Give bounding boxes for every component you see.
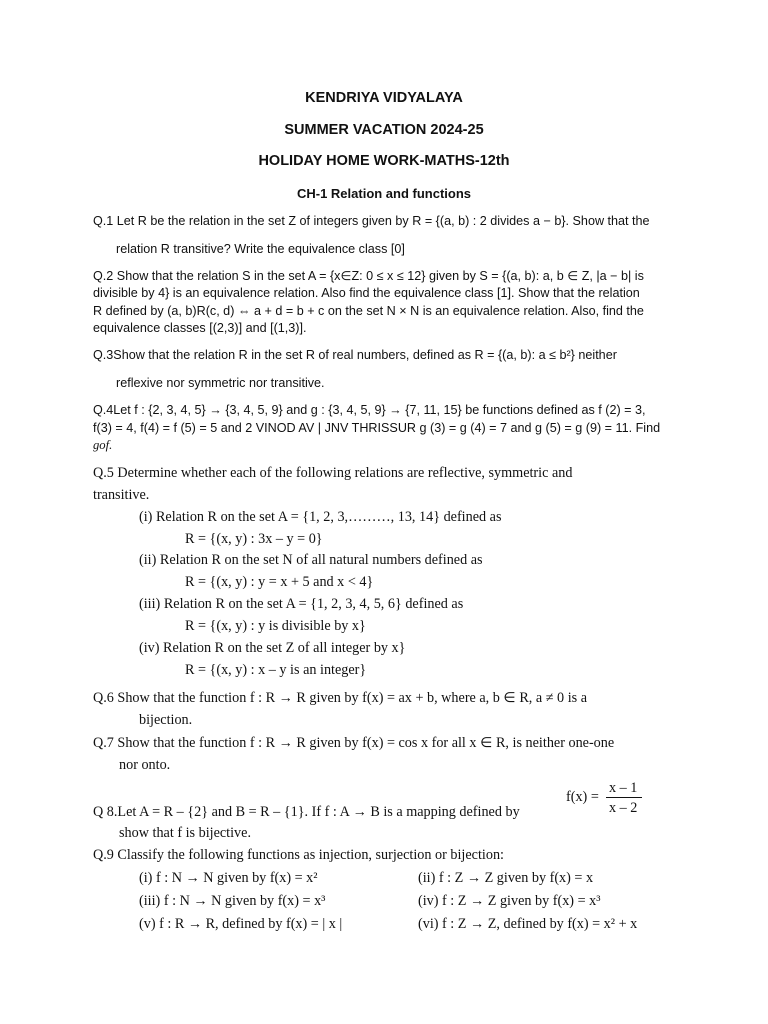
fraction-denominator: x – 2 (609, 800, 638, 816)
question-7-line-2: nor onto. (119, 757, 171, 773)
question-5-line-2: transitive. (93, 487, 150, 503)
question-3-line-2: reflexive nor symmetric nor transitive. (116, 376, 325, 390)
page-title: HOLIDAY HOME WORK-MATHS-12th (258, 153, 510, 169)
question-5-part-i: (i) Relation R on the set A = {1, 2, 3,………, 13, 14} defined as (139, 509, 502, 525)
question-9-part-vi: (vi) f : Z → Z, defined by f(x) = x² + x (418, 916, 638, 932)
fraction-lhs: f(x) = (566, 789, 599, 805)
question-9-part-v: (v) f : R → R, defined by f(x) = | x | (139, 916, 343, 932)
question-7-line-1: Q.7 Show that the function f : R → R given by f(x) = cos x for all x ∈ R, is neither one-one (93, 735, 615, 751)
question-5-line-1: Q.5 Determine whether each of the following relations are reflective, symmetric and (93, 465, 573, 481)
question-4-line-3: gof. (93, 438, 113, 452)
question-4-line-1: Q.4Let f : {2, 3, 4, 5} → {3, 4, 5, 9} and g : {3, 4, 5, 9} → {7, 11, 15} be functions defined as f (2) = 3, (93, 403, 646, 417)
question-8-function-fraction (566, 780, 646, 820)
question-5-part-iii-relation: R = {(x, y) : y is divisible by x} (185, 618, 366, 634)
question-1-line-2: relation R transitive? Write the equivalence class [0] (116, 242, 405, 256)
question-5-part-i-relation: R = {(x, y) : 3x – y = 0} (185, 531, 323, 547)
question-2-line-4: equivalence classes [(2,3)] and [(1,3)]. (93, 321, 307, 335)
session-title: SUMMER VACATION 2024-25 (284, 122, 484, 138)
question-9-line-1: Q.9 Classify the following functions as injection, surjection or bijection: (93, 847, 504, 863)
question-2-line-1: Q.2 Show that the relation S in the set A = {x∈Z: 0 ≤ x ≤ 12} given by S = {(a, b): a, b ∈ Z, |a − b| is (93, 269, 644, 283)
question-9-part-ii: (ii) f : Z → Z given by f(x) = x (418, 870, 594, 886)
question-2-line-2: divisible by 4} is an equivalence relation. Also find the equivalence class [1]. Show that the relation (93, 286, 640, 300)
question-6-line-1: Q.6 Show that the function f : R → R given by f(x) = ax + b, where a, b ∈ R, a ≠ 0 is a (93, 690, 588, 706)
question-9-part-i: (i) f : N → N given by f(x) = x² (139, 870, 318, 886)
question-9-part-iv: (iv) f : Z → Z given by f(x) = x³ (418, 893, 601, 909)
question-2-line-3: R defined by (a, b)R(c, d) ⇔ a + d = b + c on the set N × N is an equivalence relation. Also, find the (93, 304, 644, 318)
question-5-part-iii: (iii) Relation R on the set A = {1, 2, 3, 4, 5, 6} defined as (139, 596, 464, 612)
school-name: KENDRIYA VIDYALAYA (305, 90, 463, 106)
question-4-line-2: f(3) = 4, f(4) = f (5) = 5 and 2 VINOD AV | JNV THRISSUR g (3) = g (4) = 7 and g (5) = g (9) = 11. Find (93, 421, 661, 435)
question-9-part-iii: (iii) f : N → N given by f(x) = x³ (139, 893, 326, 909)
question-8-line-1: Q 8.Let A = R – {2} and B = R – {1}. If f : A → B is a mapping defined by (93, 804, 520, 820)
fraction-numerator: x – 1 (609, 780, 638, 796)
question-5-part-iv-relation: R = {(x, y) : x – y is an integer} (185, 662, 367, 678)
question-6-line-2: bijection. (139, 712, 193, 728)
fraction-bar (606, 797, 642, 798)
question-5-part-ii: (ii) Relation R on the set N of all natural numbers defined as (139, 552, 483, 568)
chapter-title: CH-1 Relation and functions (296, 186, 472, 201)
question-8-line-2: show that f is bijective. (119, 825, 251, 841)
question-5-part-ii-relation: R = {(x, y) : y = x + 5 and x < 4} (185, 574, 374, 590)
question-1-line-1: Q.1 Let R be the relation in the set Z of integers given by R = {(a, b) : 2 divides a − b}. Show that the (93, 214, 650, 228)
question-5-part-iv: (iv) Relation R on the set Z of all integer by x} (139, 640, 406, 656)
question-3-line-1: Q.3Show that the relation R in the set R of real numbers, defined as R = {(a, b): a ≤ b²} neither (93, 348, 617, 362)
